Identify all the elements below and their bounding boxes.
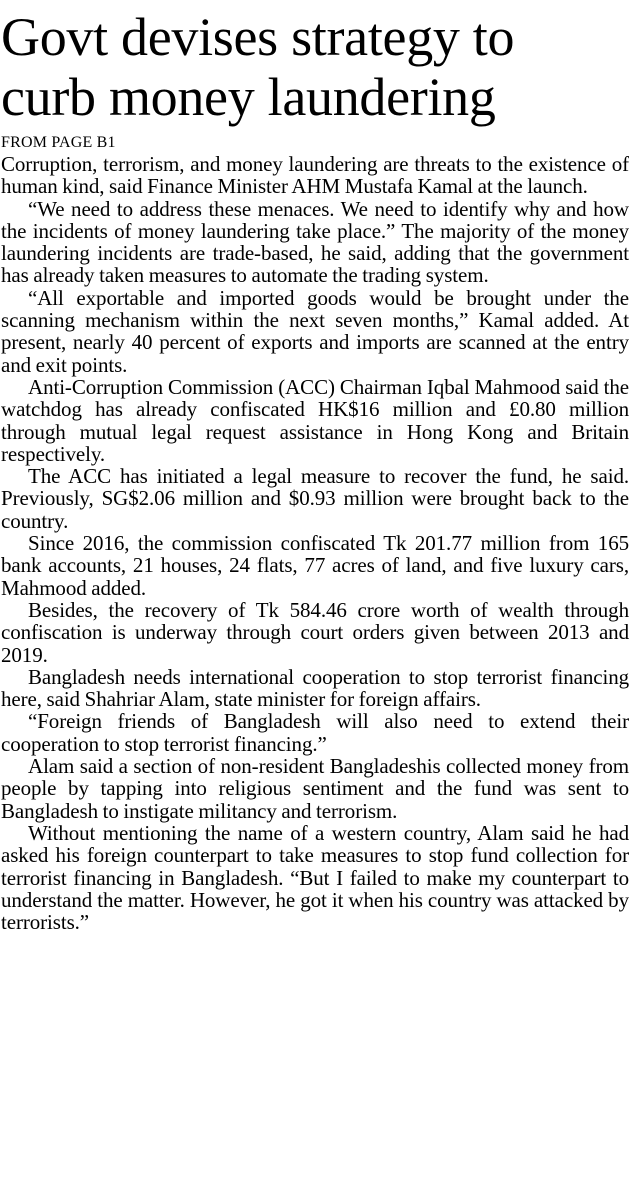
paragraph: Since 2016, the commission confiscated Tk 201.77 million from 165 bank accounts, 21 houses, 24 flats, 77 acres of land, and five luxury cars, Mahmood added. [1,531,629,600]
paragraph: Corruption, terrorism, and money laundering are threats to the existence of human kind, said Finance Minister AHM Mustafa Kamal at the launch. [1,152,629,199]
paragraph: Alam said a section of non-resident Bangladeshis collected money from people by tapping into religious sentiment and the fund was sent to Bangladesh to instigate militancy and terrorism. [1,754,629,823]
paragraph: Without mentioning the name of a western country, Alam said he had asked his foreign counterpart to take measures to stop fund collection for terrorist financing in Bangladesh. “But I failed to make my counterpart to understand the matter. However, he got it when his country was attacked by terrorists.” [1,820,629,935]
paragraph: The ACC has initiated a legal measure to recover the fund, he said. Previously, SG$2.06 million and $0.93 million were brought back to the country. [1,464,629,533]
article-body [1,153,629,933]
continued-from-label: FROM PAGE B1 [1,134,116,151]
headline-line-1: Govt devises strategy to [1,7,515,67]
headline-line-2: curb money laundering [1,67,496,127]
paragraph: Besides, the recovery of Tk 584.46 crore worth of wealth through confiscation is underway through court orders given between 2013 and 2019. [1,597,629,667]
headline [1,7,629,127]
paragraph: “Foreign friends of Bangladesh will also need to extend their cooperation to stop terrorist financing.” [1,709,629,756]
paragraph: Anti-Corruption Commission (ACC) Chairman Iqbal Mahmood said the watchdog has already confiscated HK$16 million and £0.80 million through mutual legal request assistance in Hong Kong and Britain respectively. [1,374,629,466]
paragraph: “We need to address these menaces. We need to identify why and how the incidents of money laundering take place.” The majority of the money laundering incidents are trade-based, he said, adding that the government has already taken measures to automate the trading system. [1,196,629,288]
paragraph: “All exportable and imported goods would be brought under the scanning mechanism within the next seven months,” Kamal added. At present, nearly 40 percent of exports and imports are scanned at the entry and exit points. [1,285,629,377]
paragraph: Bangladesh needs international cooperation to stop terrorist financing here, said Shahriar Alam, state minister for foreign affairs. [1,664,629,712]
